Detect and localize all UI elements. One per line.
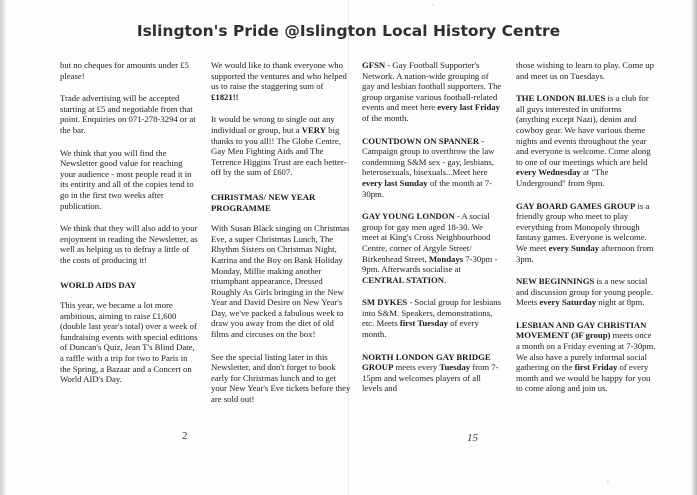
paragraph: those wishing to learn to play. Come up and meet us on Tuesdays. (516, 60, 654, 81)
paragraph: It would be wrong to single out any individual or group, but a VERY big thanks to you all!! The Globe Centre, Gay Men Fighting Aids and The Terrence Higgins Trust are each better-off by the sum of £607. (211, 114, 347, 178)
page-number-right: 15 (467, 432, 478, 444)
paragraph: We think that you will find the Newsletter good value for reaching your audience - most people read it in its entirity and all of the copies tend to go in the first two weeks after publication. (60, 147, 194, 211)
section-heading: WORLD AIDS DAY (60, 279, 137, 290)
left-edge-shadow (0, 0, 6, 495)
listing-new-beginnings: NEW BEGINNINGS is a new social and discussion group for young people. Meets every Saturday night at 8pm. (516, 276, 654, 308)
page-number-left: 2 (182, 430, 188, 442)
paragraph: See the special listing later in this Newsletter, and don't forget to book early for Christmas lunch and to get your New Year's Eve tickets before they are sold out! (211, 351, 351, 405)
listing-board-games: GAY BOARD GAMES GROUP is a friendly group who meet to play everything from Monopoly through fantasy games. Everyone is welcome. We meet every Sunday afternoon from 3pm. (516, 200, 654, 264)
column-2 (211, 60, 351, 414)
paragraph: Trade advertising will be accepted starting at £5 and negotiable from that point. Enquiries on 071-278-3294 or at the bar. (60, 93, 196, 135)
paragraph: This year, we became a lot more ambitious, aiming to raise £1,600 (double last year's total) over a week of fundraising events with special editions of Duncan's Quiz, Jean T's Blind Date, a raffle with a trip for two to Paris in the Spring, a Bazaar and a Concert on World AID's Day. (60, 300, 198, 385)
column-4 (516, 60, 656, 403)
column-3 (362, 60, 502, 403)
right-edge-shadow (691, 0, 697, 495)
paragraph: We think that they will also add to your enjoyment in reading the Newsletter, as well as helping us to defray a little of the costs of producing it! (60, 223, 198, 265)
listing-christian-movement: LESBIAN AND GAY CHRISTIAN MOVEMENT (3F group) meets once a month on a Friday evening at 7-30pm. We also have a purely informal social gathering on the first Friday of every month and we would be happy for you to come along and join us. (516, 319, 656, 394)
paragraph: We would like to thank everyone who supported the ventures and who helped us to raise the staggering sum of £1821!! (211, 60, 347, 102)
column-1 (60, 60, 200, 394)
scan-mark: ‘ (607, 479, 609, 489)
listing-london-blues: THE LONDON BLUES is a club for all guys interested in uniforms (anything except Nazi), denim and cowboy gear. We have various theme nights and events throughout the year and everyone is welcome. Come along to one of our meetings which are held every Wednesday at "The Underground" from 9pm. (516, 93, 651, 188)
paragraph: With Susan Black singing on Christmas Eve, a super Christmas Lunch, The Rhythm Sisters on Christmas Night, Katrina and the Boy on Bank Holiday Monday, Millie making another triumphant appearance, Dressed Roughly As Girls bringing in the New Year and David Desire on New Year's Day, we've packed a fabulous week to draw you away from the diet of old films and circuses on the box! (211, 223, 350, 340)
listing-spanner: COUNTDOWN ON SPANNER - Campaign group to overthrow the law condemning S&M sex - gay, lesbians, heterosexuals, bisexuals...Meet here every last Sunday of the month at 7-30pm. (362, 135, 495, 199)
section-heading: CHRISTMAS/ NEW YEAR PROGRAMME (211, 191, 316, 213)
paragraph: but no cheques for amounts under £5 please! (60, 60, 189, 81)
listing-gay-young-london: GAY YOUNG LONDON - A social group for gay men aged 18-30. We meet at King's Cross Neighbourhood Centre, corner of Argyle Street/ Birkenhead Street, Mondays 7-30pm - 9pm. Afterwards socialise at CENTRAL STATION. (362, 211, 498, 285)
page-title: Islington's Pride @Islington Local History Centre (136, 22, 561, 40)
listing-gfsn: GFSN - Gay Football Supporter's Network. A nation-wide grouping of gay and lesbian football supporters. The group organise various football-related events and meet here every last Friday of the month. (362, 60, 502, 123)
scan-mark: ‘ (432, 2, 434, 12)
listing-bridge-group: NORTH LONDON GAY BRIDGE GROUP meets every Tuesday from 7-15pm and welcomes players of all levels and (362, 351, 499, 394)
listing-sm-dykes: SM DYKES - Social group for lesbians into S&M. Speakers, demonstrations, etc. Meets first Tuesday of every month. (362, 297, 501, 340)
